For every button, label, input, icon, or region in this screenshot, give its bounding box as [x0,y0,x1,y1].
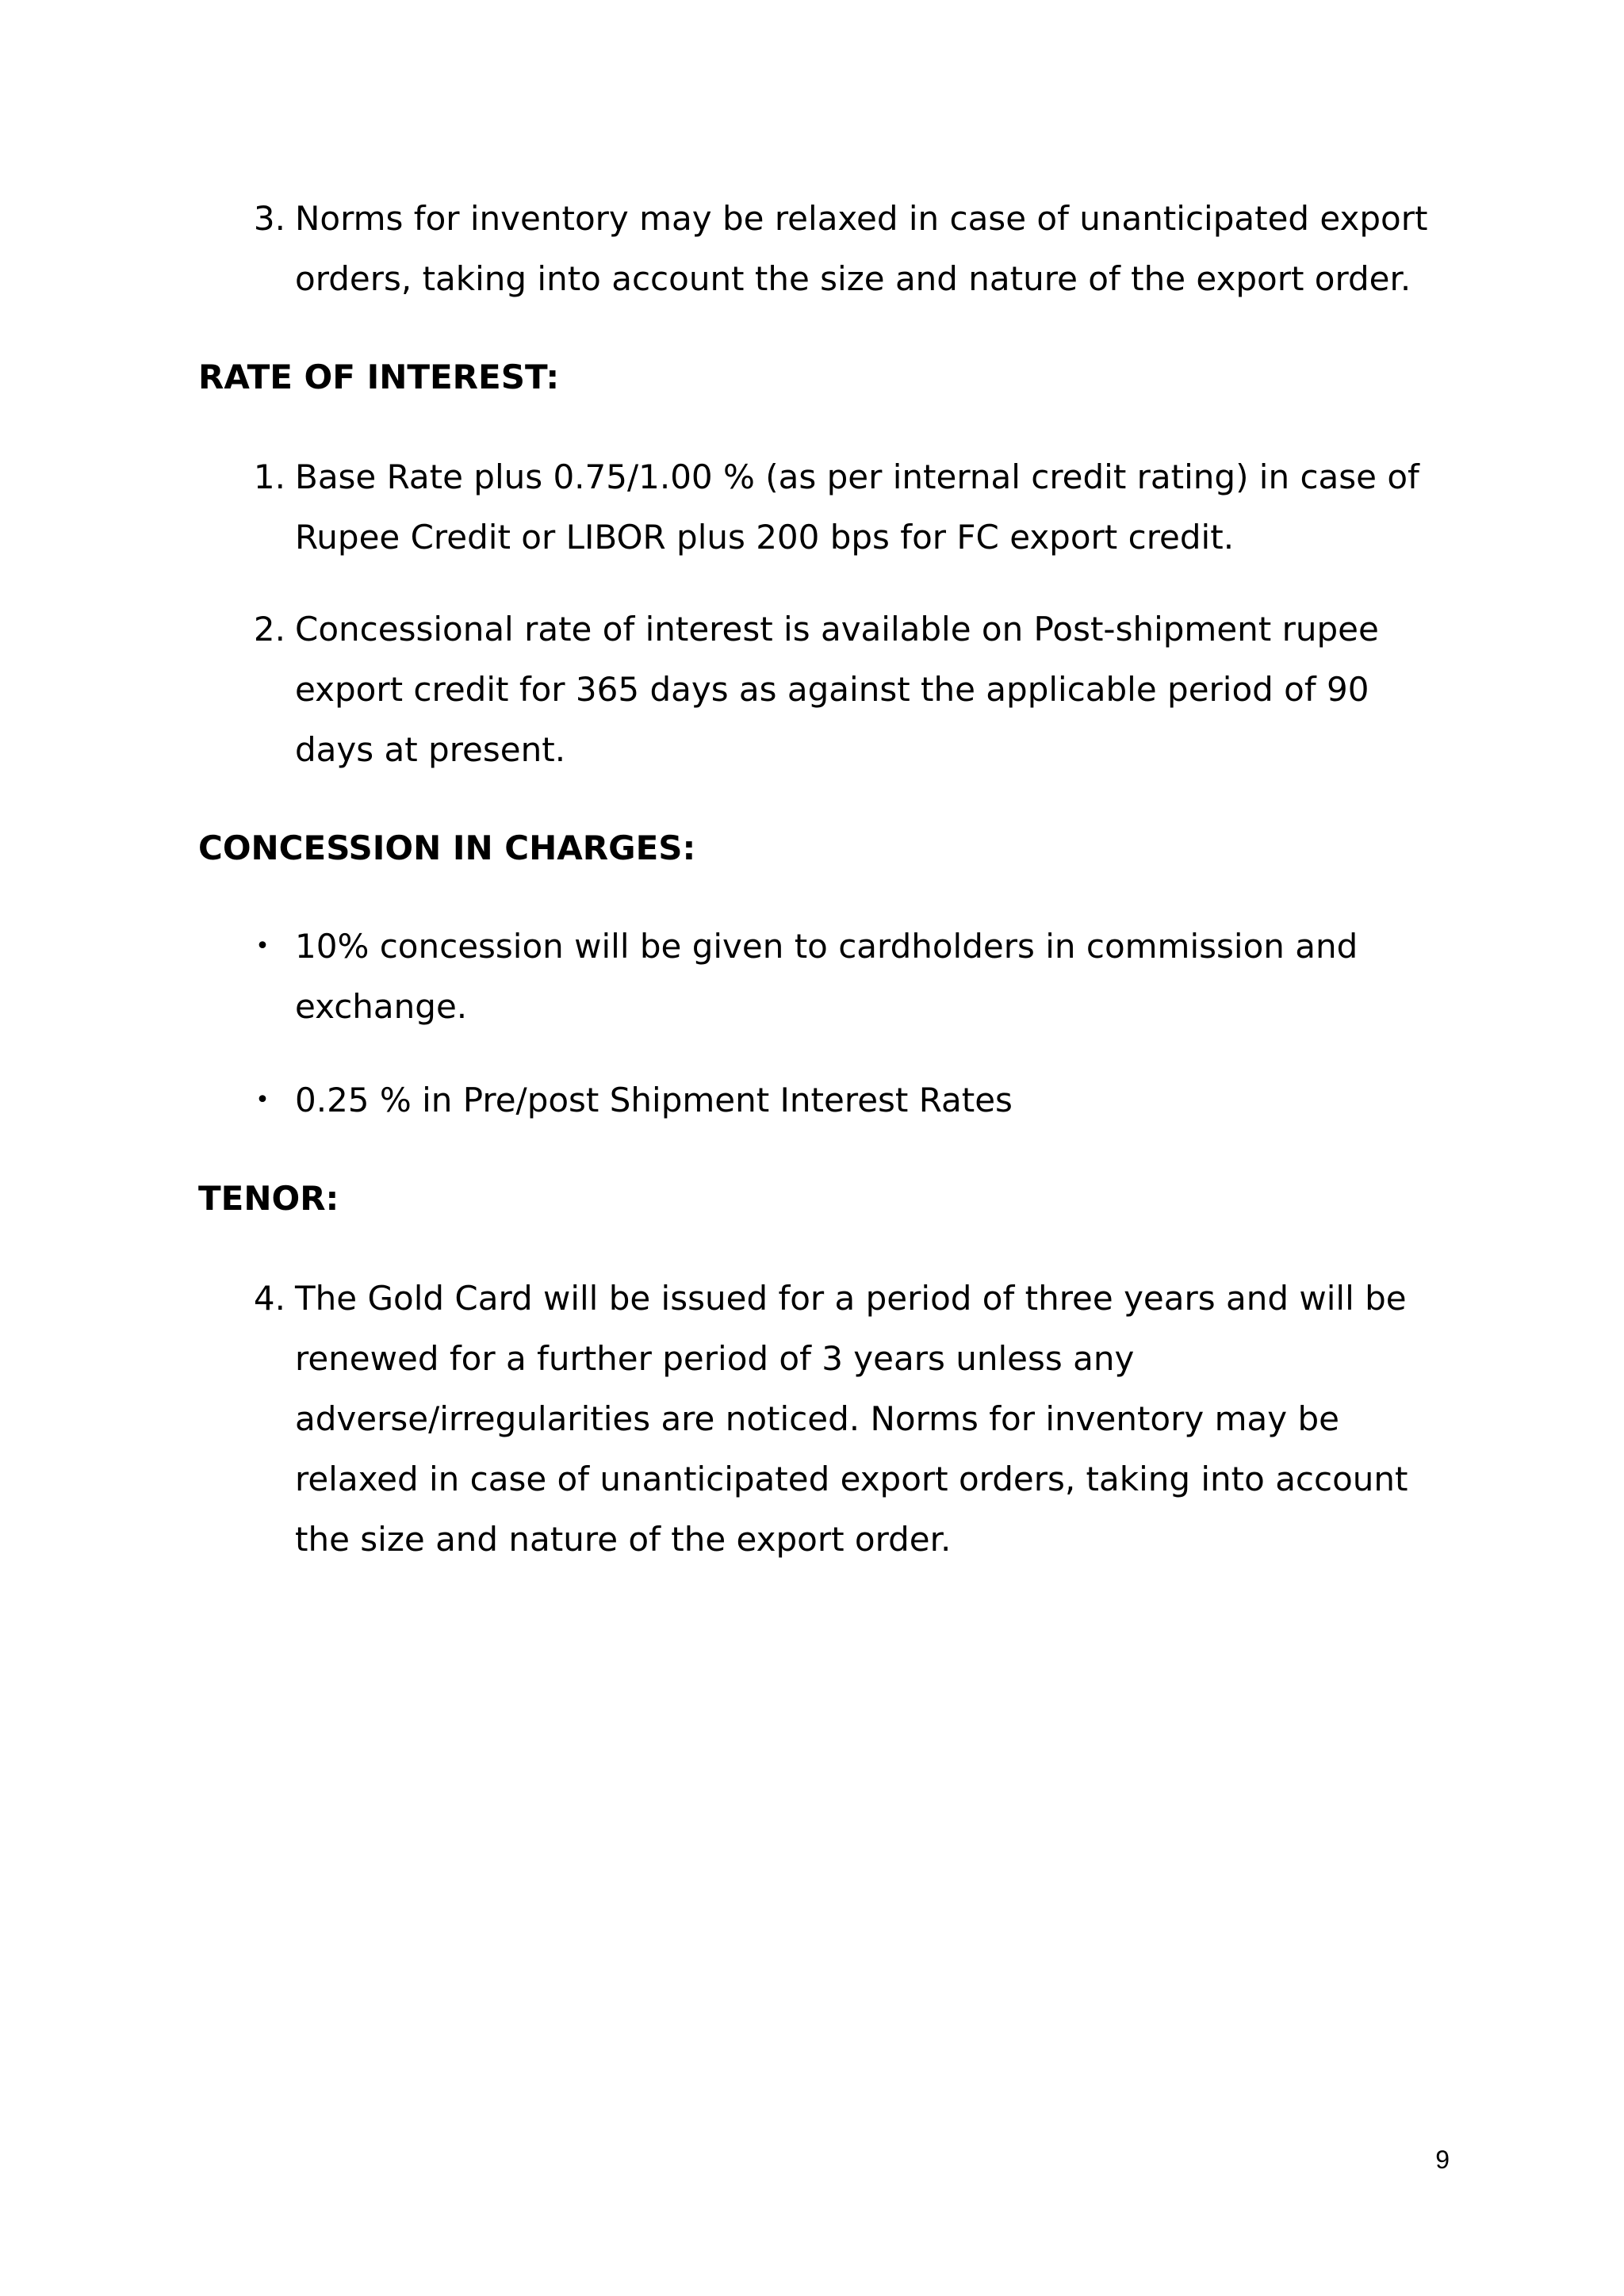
page-number: 9 [1435,2145,1450,2174]
list-item-line: relaxed in case of unanticipated export orders, taking into account [295,1460,1408,1498]
section-heading-tenor: TENOR: [198,1179,339,1218]
list-marker: 3. [253,199,285,238]
list-item-concessional-rate [253,599,1453,780]
list-item-line: days at present. [295,730,566,769]
list-item-line: export credit for 365 days as against the applicable period of 90 [295,670,1369,709]
list-marker: 2. [253,610,285,649]
list-marker: 1. [253,457,285,496]
list-item-line: 10% concession will be given to cardholders in commission and [295,927,1358,966]
section-heading-rate-of-interest: RATE OF INTEREST: [198,358,560,396]
list-marker: 4. [253,1279,285,1318]
list-item-line: Concessional rate of interest is available on Post-shipment rupee [295,610,1379,649]
bullet-item-commission-concession [255,916,1453,1037]
list-item-base-rate [253,447,1453,568]
list-item-line: renewed for a further period of 3 years unless any [295,1339,1135,1378]
list-item-line: adverse/irregularities are noticed. Norms for inventory may be [295,1399,1339,1438]
list-item-gold-card-tenor [253,1269,1453,1570]
list-item-line: Norms for inventory may be relaxed in case of unanticipated export [295,199,1428,238]
list-item-line: Base Rate plus 0.75/1.00 % (as per internal credit rating) in case of [295,457,1419,496]
bullet-item-interest-rates [255,1070,1453,1131]
list-item-line: orders, taking into account the size and nature of the export order. [295,259,1411,298]
list-item-line: The Gold Card will be issued for a period of three years and will be [295,1279,1407,1318]
bullet-icon: • [255,932,270,960]
list-item-line: the size and nature of the export order. [295,1520,952,1559]
section-heading-concession-in-charges: CONCESSION IN CHARGES: [198,828,696,867]
list-item-line: exchange. [295,987,468,1026]
list-item-inventory-norms [253,189,1453,309]
list-item-line: 0.25 % in Pre/post Shipment Interest Rates [295,1081,1013,1119]
bullet-icon: • [255,1086,270,1114]
list-item-line: Rupee Credit or LIBOR plus 200 bps for FC export credit. [295,518,1235,557]
